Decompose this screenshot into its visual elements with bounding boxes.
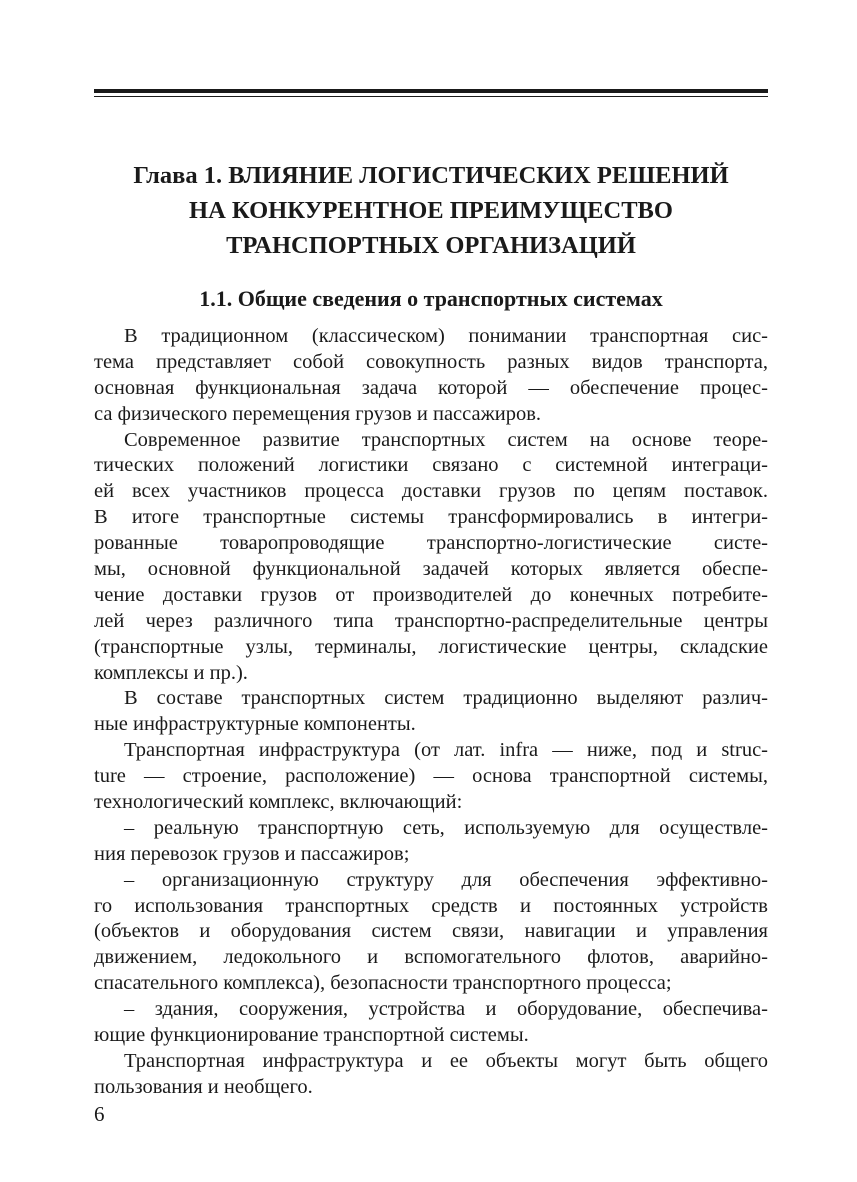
paragraph	[94, 686, 768, 738]
text-line: ния перевозок грузов и пассажиров;	[94, 842, 410, 865]
section-title: 1.1. Общие сведения о транспортных системах	[199, 286, 663, 311]
text-line: (объектов и оборудования систем связи, навигации и управления	[94, 920, 768, 943]
text-line: пользования и необщего.	[94, 1075, 313, 1098]
text-line: спасательного комплекса), безопасности транспортного процесса;	[94, 972, 672, 995]
text-line: – реальную транспортную сеть, используемую для осуществле-	[124, 816, 768, 839]
text-line: В итоге транспортные системы трансформировались в интегри-	[94, 506, 768, 529]
chapter-title-line: ТРАНСПОРТНЫХ ОРГАНИЗАЦИЙ	[226, 232, 636, 259]
text-line: Современное развитие транспортных систем на основе теоре-	[124, 428, 768, 451]
paragraph	[94, 428, 768, 687]
chapter-title	[94, 158, 768, 263]
text-line: основная функциональная задача которой — обеспечение процес-	[94, 376, 768, 399]
body-text	[94, 324, 768, 1101]
text-line: В составе транспортных систем традиционно выделяют различ-	[124, 687, 768, 710]
paragraph	[94, 816, 768, 868]
text-line: – здания, сооружения, устройства и оборудование, обеспечива-	[124, 998, 768, 1021]
paragraph	[94, 997, 768, 1049]
text-line: ные инфраструктурные компоненты.	[94, 713, 416, 736]
paragraph	[94, 868, 768, 997]
text-line: рованные товаропроводящие транспортно-логистические систе-	[94, 532, 768, 555]
header-rule-thin	[94, 96, 768, 97]
paragraph	[94, 738, 768, 816]
text-line: – организационную структуру для обеспечения эффективно-	[124, 868, 768, 891]
chapter-title-line: НА КОНКУРЕНТНОЕ ПРЕИМУЩЕСТВО	[189, 197, 673, 224]
page-number: 6	[94, 1102, 105, 1126]
text-line: движением, ледокольного и вспомогательного флотов, аварийно-	[94, 946, 768, 969]
header-rule-thick	[94, 89, 768, 93]
text-line: технологический комплекс, включающий:	[94, 791, 463, 814]
text-line: лей через различного типа транспортно-распределительные центры	[94, 609, 768, 632]
text-line: Транспортная инфраструктура и ее объекты могут быть общего	[124, 1049, 768, 1072]
text-line: ture — строение, расположение) — основа транспортной системы,	[94, 765, 768, 788]
text-line: комплексы и пр.).	[94, 661, 248, 684]
text-line: тических положений логистики связано с системной интеграци-	[94, 454, 768, 477]
paragraph	[94, 324, 768, 428]
text-line: мы, основной функциональной задачей которых является обеспе-	[94, 558, 768, 581]
paragraph	[94, 1049, 768, 1101]
text-line: тема представляет собой совокупность разных видов транспорта,	[94, 350, 768, 373]
chapter-title-line: Глава 1. ВЛИЯНИЕ ЛОГИСТИЧЕСКИХ РЕШЕНИЙ	[133, 162, 729, 189]
text-line: ей всех участников процесса доставки грузов по цепям поставок.	[94, 480, 768, 503]
text-line: ющие функционирование транспортной системы.	[94, 1024, 529, 1047]
text-line: чение доставки грузов от производителей до конечных потребите-	[94, 583, 768, 606]
text-line: са физического перемещения грузов и пассажиров.	[94, 402, 542, 425]
text-line: Транспортная инфраструктура (от лат. infra — ниже, под и struc-	[124, 739, 768, 762]
text-line: го использования транспортных средств и постоянных устройств	[94, 894, 768, 917]
text-line: (транспортные узлы, терминалы, логистические центры, складские	[94, 635, 768, 658]
text-line: В традиционном (классическом) понимании транспортная сис-	[124, 325, 768, 347]
